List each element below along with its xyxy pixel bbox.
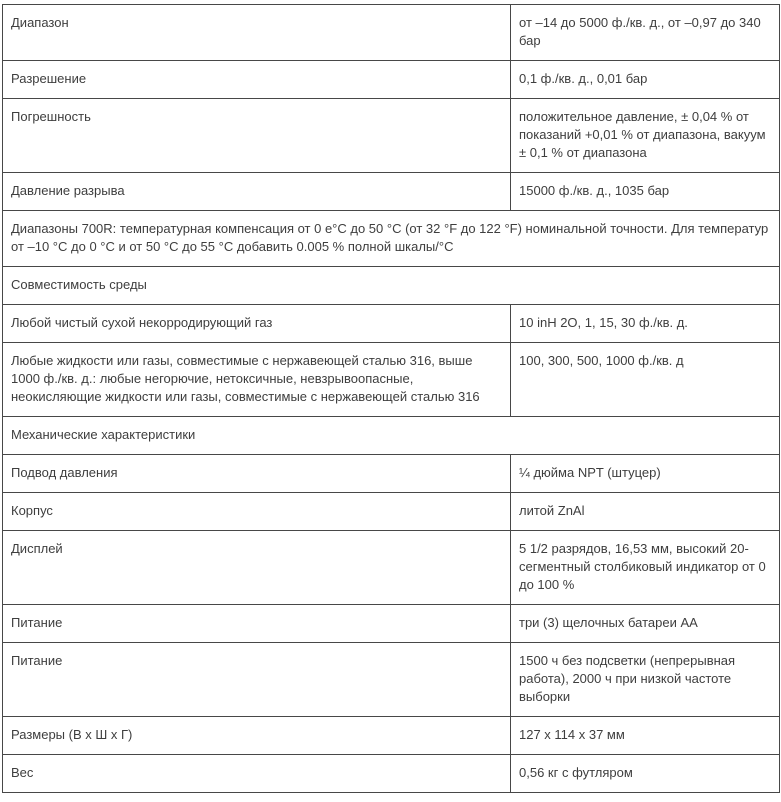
spec-value-resolution: 0,1 ф./кв. д., 0,01 бар: [511, 61, 780, 99]
spec-label-dimensions: Размеры (В х Ш х Г): [3, 717, 511, 755]
table-row: [3, 717, 780, 755]
table-row: [3, 267, 780, 305]
spec-label-power-batteries: Питание: [3, 605, 511, 643]
spec-label-power-life: Питание: [3, 643, 511, 717]
spec-value-weight: 0,56 кг с футляром: [511, 755, 780, 793]
table-row: [3, 605, 780, 643]
spec-value-display: 5 1/2 разрядов, 16,53 мм, высокий 20-сегментный столбиковый индикатор от 0 до 100 %: [511, 531, 780, 605]
spec-value-burst-pressure: 15000 ф./кв. д., 1035 бар: [511, 173, 780, 211]
table-row: [3, 755, 780, 793]
table-row: [3, 173, 780, 211]
spec-value-pressure-port: ¼ дюйма NPT (штуцер): [511, 455, 780, 493]
table-row: [3, 343, 780, 417]
table-row: [3, 455, 780, 493]
spec-value-liquids-gases: 100, 300, 500, 1000 ф./кв. д: [511, 343, 780, 417]
spec-value-case: литой ZnAl: [511, 493, 780, 531]
table-row: [3, 417, 780, 455]
table-row: [3, 493, 780, 531]
spec-value-range: от –14 до 5000 ф./кв. д., от –0,97 до 340 бар: [511, 5, 780, 61]
spec-label-dry-gas: Любой чистый сухой некорродирующий газ: [3, 305, 511, 343]
section-header-media-compatibility: Совместимость среды: [3, 267, 780, 305]
spec-value-accuracy: положительное давление, ± 0,04 % от показаний +0,01 % от диапазона, вакуум ± 0,1 % от диапазона: [511, 99, 780, 173]
table-row: [3, 211, 780, 267]
spec-label-burst-pressure: Давление разрыва: [3, 173, 511, 211]
spec-value-dimensions: 127 x 114 x 37 мм: [511, 717, 780, 755]
spec-value-power-life: 1500 ч без подсветки (непрерывная работа), 2000 ч при низкой частоте выборки: [511, 643, 780, 717]
spec-label-accuracy: Погрешность: [3, 99, 511, 173]
table-row: [3, 61, 780, 99]
spec-label-pressure-port: Подвод давления: [3, 455, 511, 493]
spec-label-display: Дисплей: [3, 531, 511, 605]
spec-label-case: Корпус: [3, 493, 511, 531]
spec-label-resolution: Разрешение: [3, 61, 511, 99]
table-row: [3, 643, 780, 717]
table-row: [3, 5, 780, 61]
note-temperature-compensation: Диапазоны 700R: температурная компенсация от 0 е°С до 50 °C (от 32 °F до 122 °F) номинальной точности. Для температур от –10 °C до 0 °C и от 50 °C до 55 °C добавить 0.005 % полной шкалы/°C: [3, 211, 780, 267]
section-header-mechanical: Механические характеристики: [3, 417, 780, 455]
table-row: [3, 531, 780, 605]
spec-value-dry-gas: 10 inH 2O, 1, 15, 30 ф./кв. д.: [511, 305, 780, 343]
table-row: [3, 99, 780, 173]
spec-label-liquids-gases: Любые жидкости или газы, совместимые с нержавеющей сталью 316, выше 1000 ф./кв. д.: любые негорючие, нетоксичные, невзрывоопасные, неокисляющие жидкости или газы, совместимые с нержавеющей сталью 316: [3, 343, 511, 417]
table-row: [3, 305, 780, 343]
spec-label-weight: Вес: [3, 755, 511, 793]
specifications-table: [2, 4, 780, 793]
spec-value-power-batteries: три (3) щелочных батареи AA: [511, 605, 780, 643]
spec-label-range: Диапазон: [3, 5, 511, 61]
